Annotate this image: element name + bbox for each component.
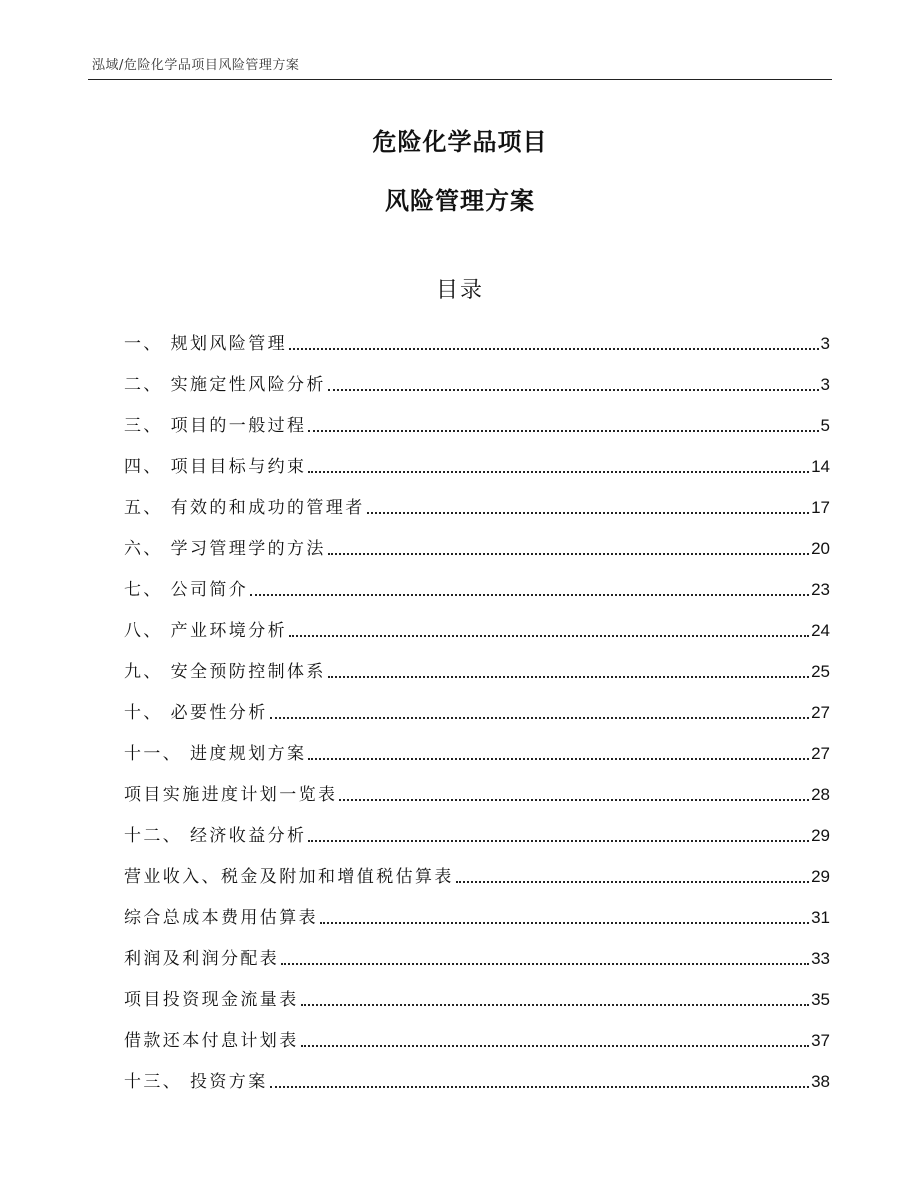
toc-entry-label: 八、 产业环境分析	[124, 621, 288, 641]
toc-entry-page-number: 17	[811, 498, 830, 517]
toc-entry[interactable]	[124, 362, 830, 403]
toc-entry-label: 项目实施进度计划一览表	[124, 785, 338, 805]
toc-dot-leader	[308, 840, 809, 842]
toc-entry-label: 十三、 投资方案	[124, 1072, 268, 1092]
toc-entry-page-number: 25	[811, 662, 830, 681]
toc-entry-page-number: 31	[811, 908, 830, 927]
toc-entry[interactable]	[124, 1018, 830, 1059]
toc-entry-label: 十、 必要性分析	[124, 703, 268, 723]
toc-entry[interactable]	[124, 936, 830, 977]
toc-dot-leader	[301, 1004, 809, 1006]
toc-entry-page-number: 27	[811, 703, 830, 722]
toc-dot-leader	[339, 799, 809, 801]
toc-dot-leader	[328, 389, 819, 391]
toc-dot-leader	[270, 717, 809, 719]
running-header: 泓域/危险化学品项目风险管理方案	[92, 58, 300, 73]
toc-entry-label: 项目投资现金流量表	[124, 990, 299, 1010]
toc-entry-page-number: 28	[811, 785, 830, 804]
toc-entry[interactable]	[124, 731, 830, 772]
toc-dot-leader	[308, 430, 818, 432]
toc-entry[interactable]	[124, 608, 830, 649]
toc-entry-label: 综合总成本费用估算表	[124, 908, 318, 928]
toc-dot-leader	[301, 1045, 809, 1047]
toc-entry-label: 利润及利润分配表	[124, 949, 280, 969]
toc-entry[interactable]	[124, 444, 830, 485]
toc-entry[interactable]	[124, 485, 830, 526]
toc-entry[interactable]	[124, 1059, 830, 1100]
toc-entry-label: 营业收入、税金及附加和增值税估算表	[124, 867, 454, 887]
toc-entry-label: 十二、 经济收益分析	[124, 826, 307, 846]
toc-dot-leader	[456, 881, 809, 883]
toc-entry[interactable]	[124, 895, 830, 936]
toc-entry-page-number: 23	[811, 580, 830, 599]
document-title-line1: 危险化学品项目	[372, 128, 548, 156]
toc-entry[interactable]	[124, 854, 830, 895]
toc-entry[interactable]	[124, 977, 830, 1018]
toc-entry-label: 二、 实施定性风险分析	[124, 375, 326, 395]
toc-entry-page-number: 37	[811, 1031, 830, 1050]
header-divider	[88, 79, 832, 80]
toc-entry-page-number: 33	[811, 949, 830, 968]
toc-entry-label: 五、 有效的和成功的管理者	[124, 498, 365, 518]
toc-dot-leader	[308, 471, 809, 473]
toc-dot-leader	[289, 348, 819, 350]
toc-entry-label: 四、 项目目标与约束	[124, 457, 307, 477]
toc-entry-page-number: 27	[811, 744, 830, 763]
toc-entry[interactable]	[124, 403, 830, 444]
toc-dot-leader	[289, 635, 809, 637]
toc-dot-leader	[367, 512, 809, 514]
toc-entry[interactable]	[124, 813, 830, 854]
toc-entry-label: 一、 规划风险管理	[124, 334, 288, 354]
toc-entry-label: 三、 项目的一般过程	[124, 416, 307, 436]
toc-entry-label: 借款还本付息计划表	[124, 1031, 299, 1051]
toc-entry[interactable]	[124, 772, 830, 813]
toc-entry-label: 十一、 进度规划方案	[124, 744, 307, 764]
toc-entry-page-number: 5	[820, 416, 830, 435]
toc-dot-leader	[250, 594, 809, 596]
toc-dot-leader	[328, 676, 809, 678]
toc-entry-page-number: 3	[820, 334, 830, 353]
toc-entry-page-number: 29	[811, 826, 830, 845]
toc-entry-label: 六、 学习管理学的方法	[124, 539, 326, 559]
toc-entry-label: 九、 安全预防控制体系	[124, 662, 326, 682]
toc-entry[interactable]	[124, 321, 830, 362]
toc-entry-page-number: 38	[811, 1072, 830, 1091]
toc-heading: 目录	[435, 278, 484, 303]
toc-entry[interactable]	[124, 649, 830, 690]
toc-dot-leader	[281, 963, 809, 965]
toc-entry[interactable]	[124, 690, 830, 731]
toc-entry[interactable]	[124, 526, 830, 567]
toc-entry-page-number: 24	[811, 621, 830, 640]
toc-entry-page-number: 3	[820, 375, 830, 394]
toc-entry[interactable]	[124, 567, 830, 608]
toc-dot-leader	[328, 553, 809, 555]
toc-entry-label: 七、 公司简介	[124, 580, 249, 600]
toc-entry-page-number: 35	[811, 990, 830, 1009]
toc-entry-page-number: 29	[811, 867, 830, 886]
toc-entry-page-number: 20	[811, 539, 830, 558]
toc-dot-leader	[320, 922, 809, 924]
toc-entry-page-number: 14	[811, 457, 830, 476]
document-title-line2: 风险管理方案	[385, 187, 535, 215]
toc-dot-leader	[270, 1086, 809, 1088]
table-of-contents	[124, 321, 830, 1100]
toc-dot-leader	[308, 758, 809, 760]
